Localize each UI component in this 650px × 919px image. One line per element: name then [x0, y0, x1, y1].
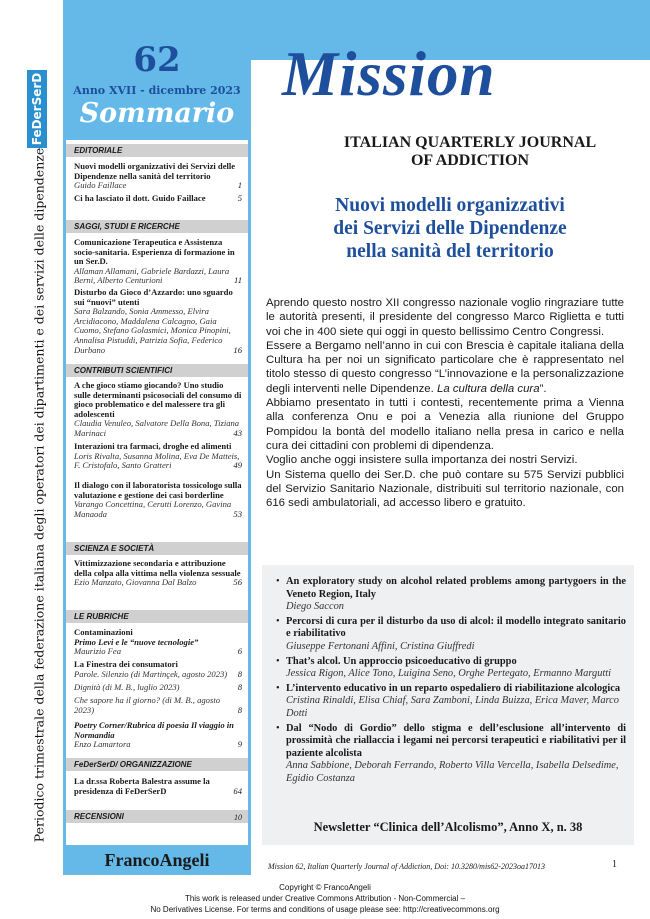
- newsletter-item-title: An exploratory study on alcohol related problems among partygoers in the Veneto Region, Italy: [286, 576, 626, 600]
- toc-item-page: 8: [237, 682, 242, 692]
- bullet-icon: •: [276, 682, 280, 694]
- newsletter-item-title: Dal “Nodo di Gordio” dello stigma e dell’esclusione all’intervento di prossimità che riallaccia i legami nei percorsi terapeutici e riabilitativi per il paziente alcolista: [286, 722, 626, 759]
- copyright-line: Copyright © FrancoAngeli: [279, 883, 371, 892]
- toc-item[interactable]: [74, 442, 242, 471]
- toc-item-title: La dr.ssa Roberta Balestra assume la presidenza di FeDerSerD: [74, 776, 210, 796]
- toc-item-title: Poetry Corner/Rubrica di poesia Il viaggio in Normandia: [74, 720, 234, 740]
- toc-item[interactable]: [74, 683, 242, 693]
- sommario-title: Sommario: [79, 98, 235, 129]
- toc-item[interactable]: [74, 162, 242, 191]
- bullet-icon: •: [276, 655, 280, 667]
- toc-item-page: 56: [233, 577, 242, 588]
- toc-item[interactable]: [74, 628, 242, 657]
- toc-item-page: 64: [233, 785, 242, 796]
- toc-item-authors: Claudia Venuleo, Salvatore Della Bona, Tiziana Marinaci: [74, 418, 240, 438]
- bullet-icon: •: [276, 722, 280, 734]
- toc-item-page: 8: [237, 668, 242, 679]
- newsletter-item-authors: Cristina Rinaldi, Elisa Chiaf, Sara Zamboni, Linda Buizza, Erica Maver, Marco Dotti: [286, 695, 619, 719]
- toc-item[interactable]: [74, 696, 242, 715]
- toc-item-subtitle: Primo Levi e le “nuove tecnologie”: [74, 636, 199, 647]
- body-text-italic: La cultura della cura: [436, 382, 540, 395]
- page-number: 1: [612, 859, 617, 870]
- newsletter-item-title: That’s alcol. Un approccio psicoeducativo di gruppo: [286, 655, 517, 667]
- masthead-title: Mission: [282, 39, 496, 109]
- toc-item[interactable]: [74, 381, 242, 439]
- toc-section-editoriale: EDITORIALE: [66, 144, 248, 157]
- toc-section-recensioni: RECENSIONI: [66, 810, 248, 823]
- toc-item-subtitle: Che sapore ha il giorno? (di M. B., agosto 2023): [74, 695, 221, 715]
- toc-item-page: 43: [233, 427, 242, 438]
- toc-item-title: Ci ha lasciato il dott. Guido Faillace: [74, 193, 206, 203]
- toc-section-saggi: SAGGI, STUDI E RICERCHE: [66, 220, 248, 233]
- journal-subtitle-line: ITALIAN QUARTERLY JOURNAL: [343, 134, 597, 151]
- toc-item[interactable]: [74, 238, 242, 286]
- body-paragraph: Un Sistema quello dei Ser.D. che può contare su 575 Servizi pubblici del Servizio Sanitario Nazionale, distribuiti sul territorio nazionale, con 616 sedi ambulatoriali, ad accesso libero e gratuito.: [266, 468, 624, 510]
- toc-item-title: Vittimizzazione secondaria e attribuzione della colpa alla vittima nella violenza sessuale: [74, 558, 241, 578]
- toc-item[interactable]: [74, 559, 242, 588]
- toc-item[interactable]: [74, 660, 242, 679]
- journal-subtitle-line: OF ADDICTION: [410, 152, 530, 169]
- toc-item-authors: Enzo Lamartora: [74, 739, 131, 750]
- toc-item-title: Comunicazione Terapeutica e Assistenza socio-sanitaria. Esperienza di formazione in un Ser.D.: [74, 237, 235, 267]
- copyright-line: No Derivatives License. For terms and conditions of usage please see: http://creativecommons.org: [150, 905, 500, 914]
- toc-item[interactable]: [74, 194, 242, 204]
- issue-date: Anno XVII - dicembre 2023: [73, 84, 241, 97]
- toc-item-authors: Guido Faillace: [74, 180, 127, 191]
- toc-item-title: Il dialogo con il laboratorista tossicologo sulla valutazione e gestione dei casi borderline: [74, 480, 242, 500]
- toc-item[interactable]: [74, 721, 242, 750]
- toc-item-title: Nuovi modelli organizzativi dei Servizi delle Dipendenze nella sanità del territorio: [74, 161, 236, 181]
- copyright-notice: [0, 882, 650, 915]
- headline-line: Nuovi modelli organizzativi: [335, 195, 565, 216]
- body-paragraph: Abbiamo presentato in tutti i contesti, recentemente prima a Vienna alla conferenza Onu e poi a Venezia alla riunione del Gruppo Pompidou la bontà del modello italiano nella presa in carico e nella cura dei cittadini con problemi di dipendenza.: [266, 397, 624, 452]
- body-paragraph: Voglio anche oggi insistere sulla importanza dei nostri Servizi.: [266, 454, 578, 467]
- toc-item[interactable]: [74, 288, 242, 355]
- toc-item-title: A che gioco stiamo giocando? Uno studio sulle determinanti psicosociali del consumo di gioco problematico e del malessere tra gli adolescenti: [74, 380, 242, 419]
- toc-item-title: La Finestra dei consumatori: [74, 659, 178, 669]
- toc-item-page: 5: [237, 193, 242, 203]
- newsletter-list: [276, 576, 626, 788]
- newsletter-item-authors: Anna Sabbione, Deborah Ferrando, Roberto Villa Vercella, Isabella Delsedime, Egidio Costanza: [286, 760, 619, 784]
- toc-item-authors: Loris Rivalta, Susanna Molina, Eva De Matteis, F. Cristofalo, Santo Gratteri: [74, 450, 240, 471]
- body-paragraph: [266, 339, 624, 396]
- bullet-icon: •: [276, 576, 280, 587]
- toc-item-authors: Allaman Allamani, Gabriele Bardazzi, Laura Berni, Alberto Centurioni: [74, 265, 230, 286]
- newsletter-item[interactable]: [276, 683, 626, 721]
- headline-line: nella sanità del territorio: [346, 241, 554, 262]
- newsletter-item[interactable]: [276, 723, 626, 786]
- body-text-run: Essere a Bergamo nell’anno in cui con Brescia è capitale italiana della Cultura ha per noi un significato particolare che è rappresentato nel titolo stesso di questo congresso “L’innovazione e la personalizzazione degli interventi nelle Dipendenze.: [266, 339, 624, 395]
- toc-item-page: 6: [237, 646, 242, 657]
- table-of-contents: [63, 140, 251, 845]
- vertical-periodical-text: [29, 147, 49, 843]
- toc-section-scienza: SCIENZA E SOCIETÀ: [66, 542, 248, 555]
- toc-section-federserd: FeDerSerD/ ORGANIZZAZIONE: [66, 758, 248, 771]
- toc-item-title: Disturbo da Gioco d’Azzardo: uno sguardo sui “nuovi” utenti: [74, 287, 233, 307]
- toc-item-authors: Maurizio Fea: [74, 646, 122, 657]
- bullet-icon: •: [276, 615, 280, 627]
- vertical-text: Periodico trimestrale della federazione italiana degli operatori dei dipartimenti e dei servizi delle dipendenze: [31, 147, 47, 843]
- federserd-logo: [27, 70, 47, 148]
- issue-number: 62: [133, 40, 181, 80]
- logo-text: FeDerSerD: [30, 72, 44, 146]
- newsletter-item-authors: Giuseppe Fertonani Affini, Cristina Giuffredi: [286, 640, 475, 652]
- toc-item-authors: Sara Balzando, Sonia Ammesso, Elvira Arcidiacono, Maddalena Calcagno, Gaia Cuomo, Stefano Golasmici, Monica Pinopini, Annalisa Pistuddi, Patrizia Sofia, Federico Durbano: [74, 306, 231, 355]
- newsletter-item-authors: Jessica Rigon, Alice Tono, Luigina Seno, Orghe Pertegato, Ermanno Margutti: [286, 668, 612, 680]
- toc-item-page: 11: [234, 275, 242, 286]
- newsletter-item[interactable]: [276, 656, 626, 681]
- toc-item[interactable]: [74, 777, 242, 796]
- journal-subtitle: [305, 134, 635, 170]
- headline-line: dei Servizi delle Dipendenze: [333, 218, 567, 239]
- toc-item[interactable]: [74, 481, 242, 519]
- toc-item[interactable]: [74, 811, 242, 823]
- publisher-logo: FrancoAngeli: [63, 845, 251, 875]
- toc-item-page: 10: [234, 813, 242, 823]
- newsletter-item-title: L’intervento educativo in un reparto ospedaliero di riabilitazione alcologica: [286, 682, 621, 694]
- body-text-run: ”.: [539, 382, 547, 395]
- copyright-line: This work is released under Creative Commons Attribution - Non-Commercial –: [184, 894, 466, 903]
- toc-item-subtitle: Parole. Silenzio (di Martinçek, agosto 2023): [74, 668, 228, 679]
- toc-item-authors: Varango Concettina, Cerutti Lorenzo, Gavina Manaoda: [74, 499, 232, 519]
- toc-item-page: 16: [233, 344, 242, 355]
- newsletter-item[interactable]: [276, 616, 626, 654]
- toc-item-title: Interazioni tra farmaci, droghe ed alimenti: [74, 441, 232, 451]
- newsletter-caption: Newsletter “Clinica dell’Alcolismo”, Anno X, n. 38: [313, 820, 583, 834]
- newsletter-item[interactable]: [276, 576, 626, 614]
- article-headline: [280, 194, 620, 263]
- toc-item-page: 1: [237, 180, 242, 191]
- newsletter-item-title: Percorsi di cura per il disturbo da uso di alcol: il modello integrato sanitario e riabilitativo: [286, 615, 626, 640]
- newsletter-item-authors: Diego Saccon: [286, 601, 344, 613]
- toc-item-authors: Ezio Manzato, Giovanna Dal Balzo: [74, 577, 197, 588]
- toc-item-title: Contaminazioni: [74, 627, 133, 637]
- toc-section-contributi: CONTRIBUTI SCIENTIFICI: [66, 364, 248, 377]
- toc-item-page: 49: [233, 460, 242, 471]
- toc-item-page: 9: [237, 739, 242, 750]
- doi-citation: Mission 62, Italian Quarterly Journal of Addiction, Doi: 10.3280/mis62-2023oa17013: [268, 862, 545, 871]
- toc-item-page: 8: [237, 704, 242, 715]
- body-paragraph: Aprendo questo nostro XII congresso nazionale voglio ringraziare tutte le autorità presenti, il presidente del congresso Marco Riglietta e tutti voi che in 400 siete qui oggi in questo bellissimo Centro Congressi.: [266, 297, 624, 338]
- toc-item-page: 53: [233, 508, 242, 519]
- toc-section-rubriche: LE RUBRICHE: [66, 610, 248, 623]
- toc-item-subtitle: Dignità (di M. B., luglio 2023): [74, 682, 180, 692]
- article-body: [266, 296, 624, 510]
